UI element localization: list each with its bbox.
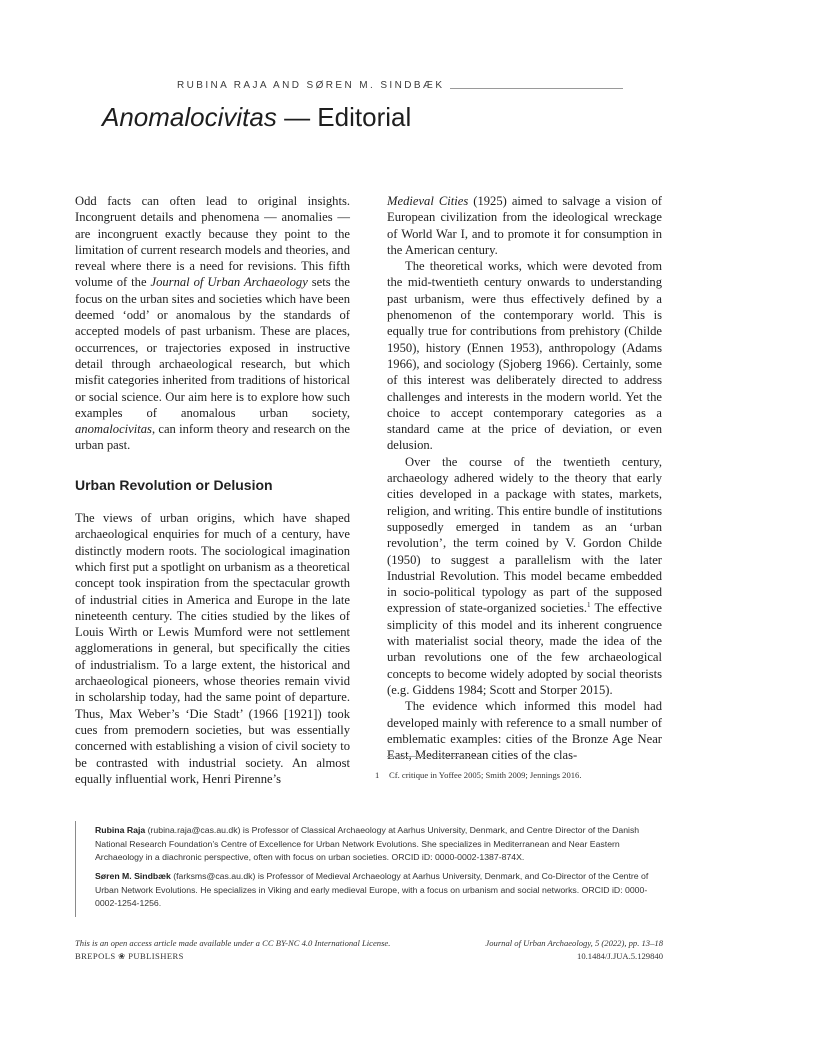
footnote-reference[interactable]: 1 (587, 601, 591, 610)
bio-sidebar-rule (75, 821, 76, 917)
article-title (102, 102, 411, 133)
term-italic: anomalocivitas (75, 422, 152, 437)
bio-name: Rubina Raja (95, 825, 146, 835)
section-heading: Urban Revolution or Delusion (75, 476, 273, 493)
right-column (387, 193, 662, 763)
author-bio-raja (95, 824, 655, 865)
journal-reference (485, 938, 663, 948)
doi[interactable]: 10.1484/J.JUA.5.129840 (577, 951, 663, 961)
text-run: sets the focus on the urban sites and societies which have been deemed ‘odd’ or anomalous by the standards of accepted models of past urbanism. These are places, occurrences, or trajectories exposed in instructive detail through archaeological research, but which misfit categories inherited from traditions of historical or social science. Our aim here is to explore how such examples of anomalous urban society, (75, 275, 350, 420)
footnote-number: 1 (375, 770, 380, 780)
journal-title-italic: Journal of Urban Archaeology (150, 275, 308, 290)
footnote-rule (387, 756, 483, 757)
paragraph-evidence: The evidence which informed this model had developed mainly with reference to a small number of emblematic examples: cities of the Bronze Age Near East, Mediterranean cities of the clas- (387, 699, 662, 763)
left-column (75, 193, 350, 787)
footnote-text: Cf. critique in Yoffee 2005; Smith 2009; Jennings 2016. (389, 770, 582, 780)
footnote (375, 770, 581, 780)
paragraph-medieval-cities (387, 193, 662, 258)
text-run: (1925) aimed to salvage a vision of European civilization from the ideological wreckage of World War I, and to promote it for consumption in the American century. (387, 194, 662, 257)
header-rule (450, 88, 623, 89)
title-rest: — Editorial (276, 102, 412, 132)
journal-details: , 5 (2022), pp. 13–18 (590, 938, 663, 948)
article-authors: RUBINA RAJA AND SØREN M. SINDBÆK (177, 80, 445, 91)
bio-text: (farksms@cas.au.dk) is Professor of Medieval Archaeology at Aarhus University, Denmark, and Co-Director of the Centre of Urban Network Evolutions. He specializes in Viking and early medieval Europe, with a focus on urbanism and social networks. ORCID iD: 0000-0002-1254-1256. (95, 871, 649, 909)
journal-name: Journal of Urban Archaeology (485, 938, 591, 948)
text-run: The effective simplicity of this model and its inherent congruence with materialist social theory, made the idea of the urban revolutions one of the few archaeological concepts to become widely adopted by social theorists (e.g. Giddens 1984; Scott and Storper 2015). (387, 601, 662, 697)
text-run: Odd facts can often lead to original insights. Incongruent details and phenomena — anomalies — are incongruent exactly because they point to the limitation of current research models and theories, and reveal where there is a need for revisions. This fifth volume of the (75, 194, 350, 290)
bio-text: (rubina.raja@cas.au.dk) is Professor of Classical Archaeology at Aarhus University, Denmark, and Centre Director of the Danish National Research Foundation’s Centre of Excellence for Urban Network Evolutions. She specializes in Mediterranean and Near Eastern Archaeology in a diachronic perspective, often with focus on urban societies. ORCID iD: 0000-0002-1387-874X. (95, 825, 640, 863)
title-italic: Anomalocivitas (102, 102, 277, 132)
paragraph-urban-revolution (387, 454, 662, 698)
paragraph-theoretical-works: The theoretical works, which were devoted from the mid-twentieth century onwards to understanding past urbanism, were thus effectively defined by a phenomenon of the contemporary world. This is equally true for contributions from prehistory (Childe 1950), history (Ennen 1953), anthropology (Adams 1966), and sociology (Sjoberg 1966). Certainly, some of this interest was deliberately directed to address challenges and interests in the modern world. Yet the choice to accept contemporary categories as a standard came at the price of deviation, or even delusion. (387, 259, 662, 453)
text-run: , can inform theory and research on the urban past. (75, 422, 350, 453)
publisher-logo: BREPOLS ❀ PUBLISHERS (75, 951, 184, 961)
book-title-italic: Medieval Cities (387, 194, 469, 208)
paragraph-urban-origins: The views of urban origins, which have shaped archaeological enquiries for much of a century, have distinctly modern roots. The sociological imagination which first put a spotlight on urbanism as a theoretical concept took inspiration from the spectacular growth of industrial cities in America and Europe in the late nineteenth century. The cities studied by the likes of Louis Wirth or Lewis Mumford were not settlement agglomerations in general, but specifically the cities of industrialism. To a large extent, the historical and archaeological pioneers, whose theories remain vivid in scholarship today, had the same point of departure. Thus, Max Weber’s ‘Die Stadt’ (1966 [1921]) took cues from premodern societies, but was essentially concerned with establishing a vision of civil society to be contrasted with industrial society. An almost equally influential work, Henri Pirenne’s (75, 511, 350, 786)
paragraph-intro (75, 193, 350, 454)
text-run: Over the course of the twentieth century, archaeology adhered widely to the theory that early cities developed in a package with states, markets, religion, and writing. This entire bundle of institutions supposedly emerged in tandem as an ‘urban revolution’, the term coined by V. Gordon Childe (1950) to suggest a parallelism with the later Industrial Revolution. This model became embedded in socio-political typology as part of the supposed expression of state-organized societies. (387, 454, 662, 616)
license-statement: This is an open access article made available under a CC BY-NC 4.0 International License. (75, 938, 391, 948)
author-bio-sindbaek (95, 870, 655, 911)
bio-name: Søren M. Sindbæk (95, 871, 171, 881)
